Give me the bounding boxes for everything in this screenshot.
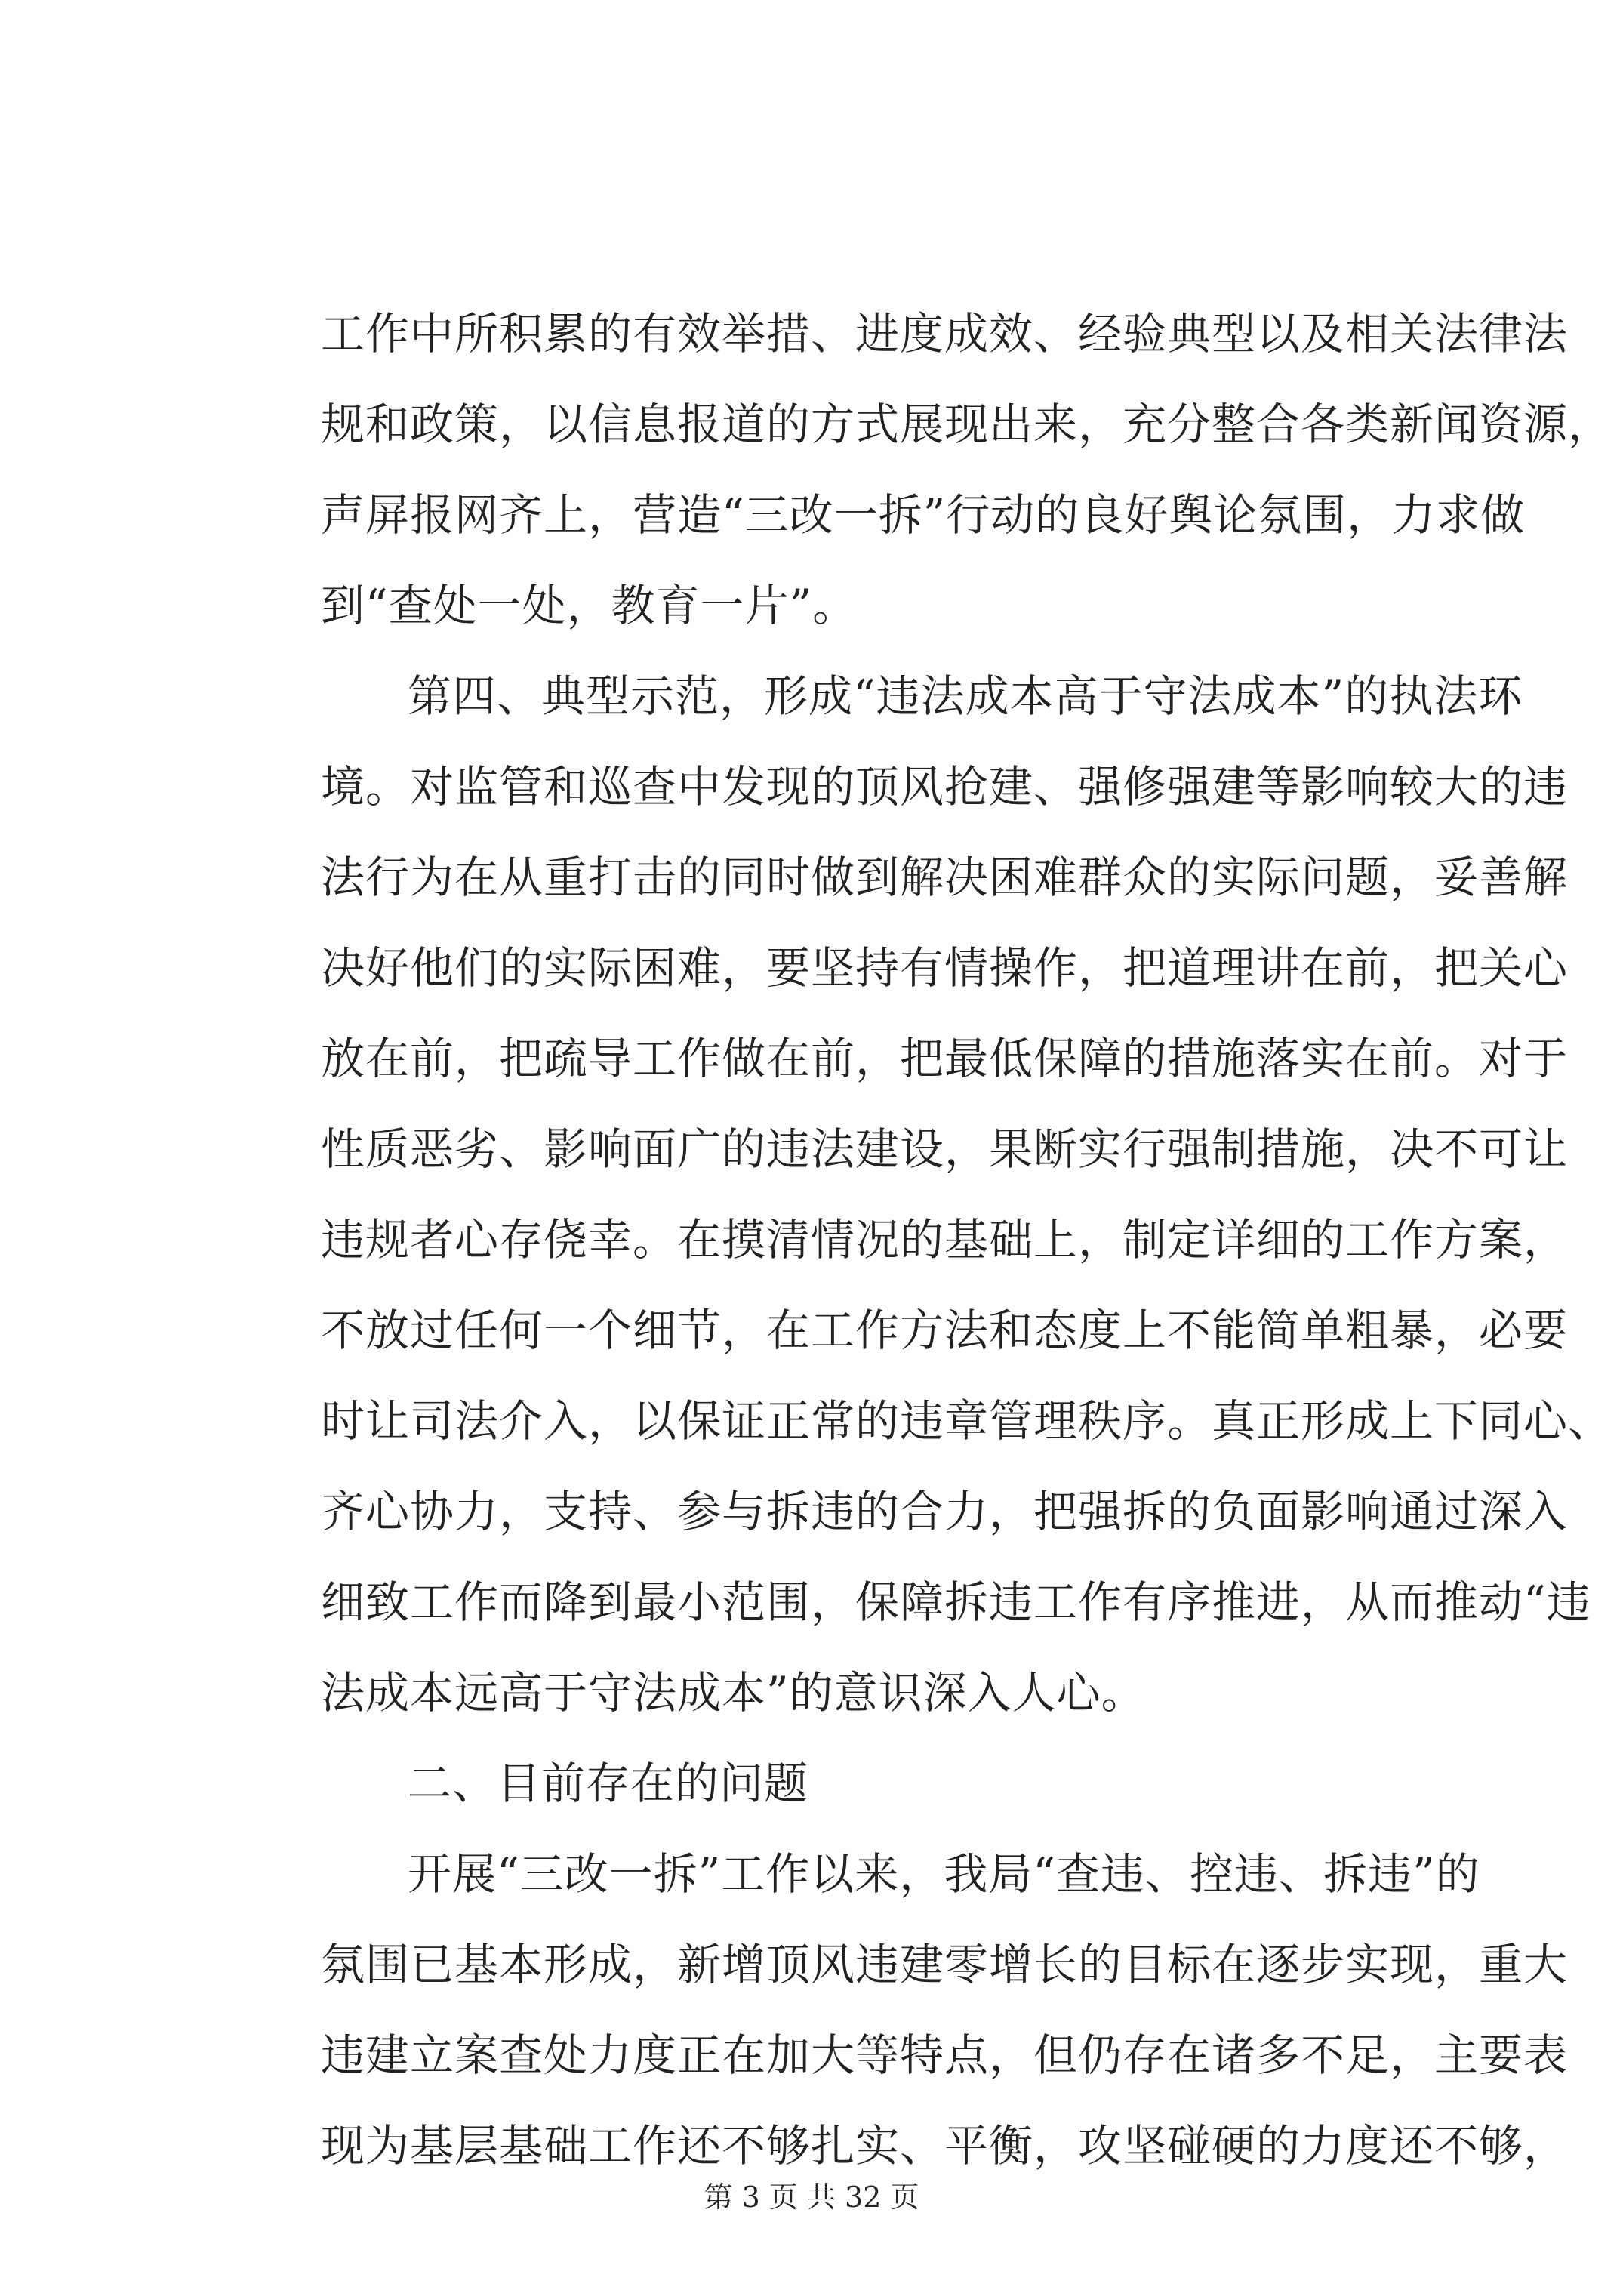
page-footer: 第 3 页 共 32 页 — [704, 2180, 919, 2214]
text-line: 现为基层基础工作还不够扎实、平衡，攻坚碰硬的力度还不够， — [321, 2120, 1569, 2171]
text-line: 决好他们的实际困难，要坚持有情操作，把道理讲在前，把关心 — [321, 942, 1569, 994]
text-line: 境。对监管和巡查中发现的顶风抢建、强修强建等影响较大的违 — [321, 761, 1569, 812]
text-line: 工作中所积累的有效举措、进度成效、经验典型以及相关法律法 — [321, 308, 1569, 359]
text-line: 放在前，把疏导工作做在前，把最低保障的措施落实在前。对于 — [321, 1033, 1569, 1084]
text-line: 时让司法介入，以保证正常的违章管理秩序。真正形成上下同心、 — [321, 1395, 1613, 1447]
text-line: 齐心协力，支持、参与拆违的合力，把强拆的负面影响通过深入 — [321, 1486, 1569, 1537]
paragraph-start-line: 开展“三改一拆”工作以来，我局“查违、控违、拆违”的 — [408, 1848, 1480, 1900]
text-line: 违规者心存侥幸。在摸清情况的基础上，制定详细的工作方案， — [321, 1214, 1569, 1265]
text-line: 法成本远高于守法成本”的意识深入人心。 — [321, 1667, 1146, 1718]
text-line: 法行为在从重打击的同时做到解决困难群众的实际问题，妥善解 — [321, 852, 1569, 903]
text-line: 规和政策，以信息报道的方式展现出来，充分整合各类新闻资源， — [321, 399, 1613, 450]
text-line: 氛围已基本形成，新增顶风违建零增长的目标在逐步实现，重大 — [321, 1939, 1569, 1990]
section-heading: 二、目前存在的问题 — [408, 1758, 809, 1809]
text-line: 性质恶劣、影响面广的违法建设，果断实行强制措施，决不可让 — [321, 1123, 1569, 1175]
text-line: 声屏报网齐上，营造“三改一拆”行动的良好舆论氛围，力求做 — [321, 489, 1526, 541]
text-line: 细致工作而降到最小范围，保障拆违工作有序推进，从而推动“违 — [321, 1576, 1591, 1628]
text-line: 违建立案查处力度正在加大等特点，但仍存在诸多不足，主要表 — [321, 2029, 1569, 2081]
paragraph-start-line: 第四、典型示范，形成“违法成本高于守法成本”的执法环 — [408, 670, 1523, 722]
text-line: 到“查处一处，教育一片”。 — [321, 580, 858, 631]
text-line: 不放过任何一个细节，在工作方法和态度上不能简单粗暴，必要 — [321, 1305, 1569, 1356]
